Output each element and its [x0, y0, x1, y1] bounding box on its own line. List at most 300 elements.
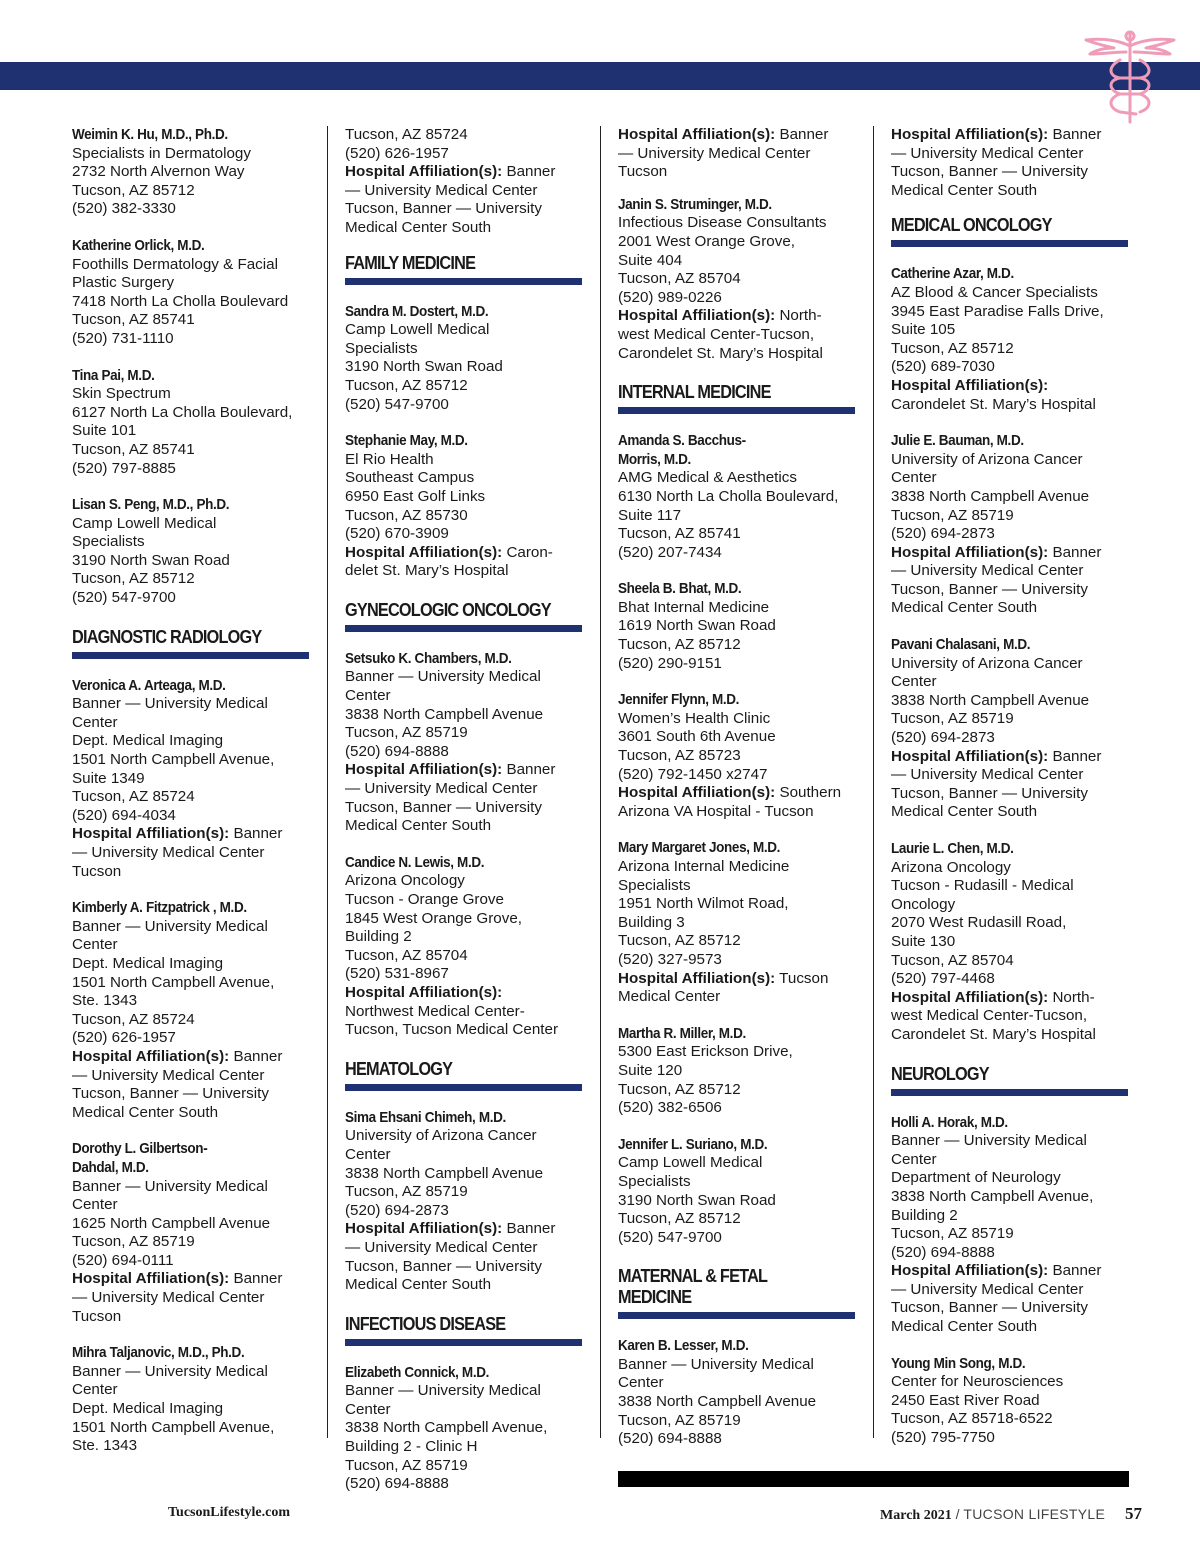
affiliation-text: Banner: [775, 126, 829, 143]
section-heading: [345, 252, 585, 285]
affiliation-line: Tucson, Banner — University: [345, 798, 542, 816]
affiliation-label: Hospital Affiliation(s):: [345, 1220, 503, 1238]
section-title: HEMATOLOGY: [345, 1057, 453, 1079]
listing-line: Suite 404: [618, 251, 683, 269]
affiliation-line: Tucson: [618, 163, 668, 181]
affiliation-text: Banner: [502, 1220, 556, 1238]
section-rule: [72, 652, 309, 659]
section-title: INTERNAL MEDICINE: [618, 381, 771, 403]
listing-line: Center for Neurosciences: [891, 1373, 1064, 1391]
section-title: NEUROLOGY: [891, 1062, 989, 1084]
affiliation-line: Tucson, Banner — University: [891, 580, 1088, 598]
doctor-name: Laurie L. Chen, M.D.: [891, 840, 1014, 857]
footer-folio: [880, 1504, 1142, 1524]
listing-line: 3838 North Campbell Avenue: [891, 487, 1090, 505]
listing-line: Ste. 1343: [72, 1437, 138, 1455]
listing-line: Skin Spectrum: [72, 385, 171, 403]
affiliation-line: — University Medical Center: [72, 1289, 265, 1307]
section-rule: [891, 1089, 1128, 1096]
hospital-affiliation: [891, 377, 1131, 396]
listing-line: Suite 105: [891, 321, 956, 339]
doctor-listing: [618, 580, 858, 673]
doctor-listing: [618, 1337, 858, 1449]
listing-line: Tucson, AZ 85724: [72, 788, 195, 806]
listing-line: (520) 626-1957: [345, 144, 449, 162]
affiliation-line: — University Medical Center: [345, 780, 538, 798]
section-rule: [618, 407, 855, 414]
affiliation-line: Tucson, Tucson Medical Center: [345, 1021, 559, 1039]
affiliation-label: Hospital Affiliation(s):: [618, 784, 776, 802]
affiliation-line: — University Medical Center: [345, 1238, 538, 1256]
listing-line: Dept. Medical Imaging: [72, 1400, 224, 1418]
column-divider: [873, 126, 874, 1438]
affiliation-label: Hospital Affiliation(s):: [891, 988, 1049, 1006]
affiliation-line: Northwest Medical Center-: [345, 1002, 525, 1020]
listing-line: Tucson, AZ 85712: [618, 636, 741, 654]
listing-line: Center: [345, 1145, 391, 1163]
listing-line: Banner — University Medical: [345, 668, 541, 686]
section-rule: [345, 1084, 582, 1091]
listing-line: Banner — University Medical: [345, 1382, 541, 1400]
listing-line: Tucson, AZ 85712: [891, 339, 1014, 357]
listing-line: Department of Neurology: [891, 1169, 1061, 1187]
listing-line: (520) 731-1110: [72, 329, 174, 347]
listing-line: (520) 795-7750: [891, 1429, 995, 1447]
section-rule: [891, 240, 1128, 247]
listing-line: 5300 East Erickson Drive,: [618, 1043, 793, 1061]
listing-line: Tucson, AZ 85718-6522: [891, 1410, 1053, 1428]
hospital-affiliation: [345, 544, 585, 563]
section-heading: [618, 1265, 858, 1319]
listing-line: 3838 North Campbell Avenue,: [891, 1187, 1094, 1205]
listing-line: (520) 694-0111: [72, 1251, 174, 1269]
affiliation-label: Hospital Affiliation(s):: [891, 1262, 1049, 1280]
doctor-listing: [891, 636, 1131, 822]
doctor-listing: [618, 196, 858, 363]
listing-line: Suite 120: [618, 1061, 683, 1079]
doctor-listing: [72, 899, 312, 1122]
listing-line: Banner — University Medical: [72, 917, 268, 935]
listing-line: Banner — University Medical: [891, 1132, 1087, 1150]
doctor-name: Martha R. Miller, M.D.: [618, 1024, 746, 1042]
affiliation-line: Medical Center South: [345, 1276, 492, 1294]
affiliation-line: Carondelet St. Mary’s Hospital: [618, 344, 823, 362]
listing-line: Southeast Campus: [345, 469, 475, 487]
caduceus-icon: [1080, 28, 1180, 126]
listing-line: Center: [891, 469, 937, 487]
listing-line: (520) 694-8888: [618, 1430, 722, 1448]
listing-line: Oncology: [891, 895, 956, 913]
listing-line: Tucson, AZ 85719: [891, 506, 1014, 524]
section-rule: [345, 1339, 582, 1346]
section-rule: [345, 278, 582, 285]
doctor-listing: [891, 126, 1131, 200]
affiliation-text: Banner: [1048, 1262, 1102, 1280]
listing-line: Dept. Medical Imaging: [72, 732, 224, 750]
doctor-name: Young Min Song, M.D.: [891, 1354, 1026, 1372]
section-heading: [891, 1063, 1131, 1096]
hospital-affiliation: [618, 307, 858, 326]
affiliation-text: Caron-: [502, 543, 553, 561]
doctor-listing: [618, 1136, 858, 1248]
listing-line: Tucson, AZ 85712: [618, 1080, 741, 1098]
affiliation-line: Tucson, Banner — University: [891, 163, 1088, 181]
affiliation-label: Hospital Affiliation(s):: [345, 543, 503, 561]
listing-line: Tucson, AZ 85730: [345, 506, 468, 524]
listing-line: 1501 North Campbell Avenue,: [72, 751, 275, 769]
affiliation-line: Tucson, Banner — University: [891, 1299, 1088, 1317]
doctor-listing: [345, 854, 585, 1040]
listing-line: Tucson, AZ 85704: [345, 946, 468, 964]
listing-line: Suite 101: [72, 422, 137, 440]
doctor-listing: [345, 650, 585, 836]
affiliation-label: Hospital Affiliation(s):: [345, 983, 503, 1001]
section-heading: [891, 214, 1131, 247]
footer-bar: [618, 1471, 1129, 1487]
affiliation-line: Tucson, Banner — University: [891, 784, 1088, 802]
column-2: [345, 126, 585, 1512]
section-rule: [345, 625, 582, 632]
listing-line: (520) 694-8888: [891, 1243, 995, 1261]
affiliation-line: — University Medical Center: [891, 144, 1084, 162]
listing-line: Tucson, AZ 85719: [72, 1233, 195, 1251]
affiliation-label: Hospital Affiliation(s):: [72, 1270, 230, 1288]
affiliation-line: Medical Center South: [891, 181, 1038, 199]
hospital-affiliation: [345, 1220, 585, 1239]
listing-line: Specialists: [72, 533, 145, 551]
listing-line: (520) 531-8967: [345, 965, 449, 983]
listing-line: Tucson, AZ 85719: [345, 1456, 468, 1474]
listing-line: Tucson, AZ 85712: [618, 932, 741, 950]
listing-line: 3838 North Campbell Avenue,: [345, 1419, 548, 1437]
section-rule: [618, 1312, 855, 1319]
doctor-name: Karen B. Lesser, M.D.: [618, 1337, 749, 1355]
doctor-listing: [345, 303, 585, 415]
doctor-listing: [618, 691, 858, 821]
section-title: MEDICAL ONCOLOGY: [891, 214, 1052, 236]
listing-line: 3838 North Campbell Avenue: [891, 691, 1090, 709]
listing-line: Camp Lowell Medical: [345, 321, 490, 339]
affiliation-line: — University Medical Center: [345, 181, 538, 199]
doctor-name: Tina Pai, M.D.: [72, 366, 155, 384]
listing-line: Arizona Oncology: [345, 872, 465, 890]
listing-line: AZ Blood & Cancer Specialists: [891, 283, 1098, 301]
hospital-affiliation: [72, 1270, 312, 1289]
doctor-name: Sandra M. Dostert, M.D.: [345, 302, 489, 320]
doctor-listing: [72, 367, 312, 479]
doctor-name: Morris, M.D.: [618, 450, 691, 468]
listing-line: 1619 North Swan Road: [618, 617, 776, 635]
affiliation-line: Medical Center South: [891, 803, 1038, 821]
doctor-listing: [891, 1114, 1131, 1337]
footer-separator: /: [955, 1506, 960, 1522]
hospital-affiliation: [618, 784, 858, 803]
listing-line: University of Arizona Cancer: [891, 450, 1083, 468]
doctor-name: Pavani Chalasani, M.D.: [891, 636, 1031, 654]
listing-line: University of Arizona Cancer: [345, 1127, 537, 1145]
listing-line: Center: [618, 1374, 664, 1392]
doctor-name: Dorothy L. Gilbertson-: [72, 1140, 208, 1158]
doctor-name: Elizabeth Connick, M.D.: [345, 1363, 489, 1381]
listing-line: (520) 694-2873: [891, 729, 995, 747]
doctor-name: Kimberly A. Fitzpatrick , M.D.: [72, 899, 247, 917]
affiliation-line: west Medical Center-Tucson,: [891, 1007, 1088, 1025]
doctor-listing: [345, 432, 585, 581]
doctor-name: Jennifer L. Suriano, M.D.: [618, 1135, 768, 1153]
affiliation-label: Hospital Affiliation(s):: [891, 126, 1049, 143]
doctor-name: Catherine Azar, M.D.: [891, 265, 1014, 283]
doctor-name: Lisan S. Peng, M.D., Ph.D.: [72, 496, 230, 514]
doctor-listing: [72, 237, 312, 349]
listing-line: (520) 694-8888: [345, 1475, 449, 1493]
listing-line: Specialists in Dermatology: [72, 144, 251, 162]
listing-line: (520) 694-2873: [891, 525, 995, 543]
listing-line: El Rio Health: [345, 450, 434, 468]
listing-line: (520) 382-3330: [72, 200, 176, 218]
doctor-listing: [345, 126, 585, 238]
listing-line: (520) 694-2873: [345, 1201, 449, 1219]
affiliation-text: Southern: [775, 784, 842, 802]
footer-date: March 2021: [880, 1508, 952, 1523]
listing-line: Tucson, AZ 85741: [72, 311, 195, 329]
doctor-name: Veronica A. Arteaga, M.D.: [72, 676, 226, 694]
affiliation-label: Hospital Affiliation(s):: [891, 747, 1049, 765]
listing-line: Plastic Surgery: [72, 274, 175, 292]
affiliation-text: Tucson: [775, 969, 829, 987]
hospital-affiliation: [72, 825, 312, 844]
column-divider: [600, 126, 601, 1438]
section-title: GYNECOLOGIC ONCOLOGY: [345, 598, 551, 620]
listing-line: 2001 West Orange Grove,: [618, 232, 795, 250]
listing-line: Tucson, AZ 85723: [618, 747, 741, 765]
listing-line: Center: [345, 1400, 391, 1418]
doctor-listing: [72, 677, 312, 882]
listing-line: Tucson, AZ 85712: [345, 376, 468, 394]
doctor-name: Sima Ehsani Chimeh, M.D.: [345, 1108, 506, 1126]
listing-line: 1845 West Orange Grove,: [345, 909, 522, 927]
doctor-listing: [891, 840, 1131, 1045]
listing-line: Camp Lowell Medical: [72, 514, 217, 532]
listing-line: 1951 North Wilmot Road,: [618, 895, 789, 913]
listing-line: (520) 626-1957: [72, 1029, 176, 1047]
section-heading: [345, 1058, 585, 1091]
listing-line: 6950 East Golf Links: [345, 487, 486, 505]
listing-line: AMG Medical & Aesthetics: [618, 469, 797, 487]
affiliation-label: Hospital Affiliation(s):: [345, 761, 503, 779]
hospital-affiliation: [891, 748, 1131, 767]
doctor-name: Amanda S. Bacchus-: [618, 432, 746, 450]
listing-line: Specialists: [345, 339, 418, 357]
listing-line: Banner — University Medical: [72, 695, 268, 713]
affiliation-line: Tucson: [72, 862, 122, 880]
listing-line: (520) 547-9700: [345, 395, 449, 413]
doctor-listing: [618, 1025, 858, 1118]
affiliation-line: — University Medical Center: [891, 562, 1084, 580]
column-1: [72, 126, 312, 1474]
listing-line: Tucson, AZ 85719: [345, 1183, 468, 1201]
affiliation-line: Carondelet St. Mary’s Hospital: [891, 1025, 1096, 1043]
affiliation-line: Arizona VA Hospital - Tucson: [618, 802, 814, 820]
affiliation-label: Hospital Affiliation(s):: [618, 969, 776, 987]
doctor-listing: [345, 1364, 585, 1494]
listing-line: (520) 382-6506: [618, 1099, 722, 1117]
affiliation-line: Tucson, Banner — University: [345, 1257, 542, 1275]
listing-line: Suite 130: [891, 932, 956, 950]
listing-line: (520) 792-1450 x2747: [618, 765, 768, 783]
listing-line: (520) 290-9151: [618, 654, 722, 672]
listing-line: Tucson - Rudasill - Medical: [891, 877, 1074, 895]
affiliation-text: Banner: [502, 761, 556, 779]
hospital-affiliation: [345, 163, 585, 182]
listing-line: (520) 694-8888: [345, 742, 449, 760]
affiliation-label: Hospital Affiliation(s):: [891, 543, 1049, 561]
listing-line: 3838 North Campbell Avenue: [345, 1164, 544, 1182]
section-heading: [345, 599, 585, 632]
hospital-affiliation: [618, 970, 858, 989]
affiliation-text: Banner: [229, 1047, 283, 1065]
affiliation-line: west Medical Center-Tucson,: [618, 325, 815, 343]
doctor-listing: [72, 126, 312, 219]
listing-line: Tucson, AZ 85719: [891, 710, 1014, 728]
doctor-name: Holli A. Horak, M.D.: [891, 1113, 1008, 1131]
listing-line: 3945 East Paradise Falls Drive,: [891, 302, 1104, 320]
listing-line: Specialists: [618, 1172, 691, 1190]
listing-line: 1501 North Campbell Avenue,: [72, 973, 275, 991]
affiliation-line: Tucson: [72, 1307, 122, 1325]
listing-line: 1501 North Campbell Avenue,: [72, 1418, 275, 1436]
affiliation-text: Banner: [1048, 747, 1102, 765]
doctor-name: Weimin K. Hu, M.D., Ph.D.: [72, 126, 228, 143]
listing-line: 1625 North Campbell Avenue: [72, 1214, 271, 1232]
affiliation-label: Hospital Affiliation(s):: [72, 1047, 230, 1065]
affiliation-line: Carondelet St. Mary’s Hospital: [891, 395, 1096, 413]
listing-line: Bhat Internal Medicine: [618, 598, 770, 616]
doctor-name: Mihra Taljanovic, M.D., Ph.D.: [72, 1344, 245, 1362]
affiliation-line: Medical Center South: [345, 817, 492, 835]
listing-line: University of Arizona Cancer: [891, 654, 1083, 672]
listing-line: 6130 North La Cholla Boulevard,: [618, 487, 839, 505]
affiliation-line: Medical Center South: [72, 1103, 219, 1121]
listing-line: Tucson, AZ 85704: [891, 951, 1014, 969]
listing-line: (520) 694-4034: [72, 806, 176, 824]
footer-website: TucsonLifestyle.com: [168, 1505, 290, 1520]
listing-line: Banner — University Medical: [72, 1177, 268, 1195]
doctor-listing: [72, 496, 312, 608]
listing-line: 3838 North Campbell Avenue: [618, 1393, 817, 1411]
listing-line: Banner — University Medical: [72, 1362, 268, 1380]
listing-line: Center: [72, 713, 118, 731]
listing-line: Building 2: [891, 1206, 958, 1224]
affiliation-text: Banner: [229, 1270, 283, 1288]
listing-line: 3190 North Swan Road: [72, 551, 230, 569]
listing-line: (520) 547-9700: [72, 589, 176, 607]
listing-line: 3190 North Swan Road: [618, 1191, 776, 1209]
affiliation-text: Banner: [502, 163, 556, 181]
doctor-name: Stephanie May, M.D.: [345, 432, 468, 450]
doctor-name: Katherine Orlick, M.D.: [72, 236, 205, 254]
listing-line: Center: [891, 673, 937, 691]
listing-line: Tucson, AZ 85719: [891, 1225, 1014, 1243]
listing-line: Tucson, AZ 85741: [618, 525, 741, 543]
column-3: [618, 126, 858, 1467]
listing-line: Tucson, AZ 85741: [72, 440, 195, 458]
doctor-name: Sheela B. Bhat, M.D.: [618, 580, 742, 598]
listing-line: Tucson, AZ 85704: [618, 270, 741, 288]
affiliation-line: — University Medical Center: [891, 1280, 1084, 1298]
section-heading: [345, 1313, 585, 1346]
affiliation-text: North-: [775, 307, 822, 325]
affiliation-label: Hospital Affiliation(s):: [72, 825, 230, 843]
affiliation-line: — University Medical Center: [618, 144, 811, 162]
hospital-affiliation: [891, 544, 1131, 563]
listing-line: Center: [72, 1381, 118, 1399]
doctor-listing: [618, 839, 858, 1006]
listing-line: (520) 207-7434: [618, 543, 722, 561]
listing-line: Tucson, AZ 85724: [72, 1010, 195, 1028]
section-title: DIAGNOSTIC RADIOLOGY: [72, 625, 262, 647]
affiliation-line: — University Medical Center: [891, 766, 1084, 784]
section-title: INFECTIOUS DISEASE: [345, 1312, 506, 1334]
listing-line: Center: [345, 687, 391, 705]
affiliation-text: Banner: [1048, 543, 1102, 561]
affiliation-label: Hospital Affiliation(s):: [618, 307, 776, 325]
affiliation-line: delet St. Mary’s Hospital: [345, 562, 509, 580]
affiliation-line: Tucson, Banner — University: [72, 1085, 269, 1103]
listing-line: Tucson, AZ 85719: [618, 1411, 741, 1429]
affiliation-label: Hospital Affiliation(s):: [618, 126, 776, 143]
doctor-listing: [618, 126, 858, 182]
doctor-name: Dahdal, M.D.: [72, 1158, 149, 1176]
listing-line: Center: [72, 936, 118, 954]
doctor-name: Janin S. Struminger, M.D.: [618, 195, 772, 213]
affiliation-line: Medical Center South: [891, 1318, 1038, 1336]
listing-line: (520) 547-9700: [618, 1228, 722, 1246]
affiliation-line: Medical Center South: [345, 218, 492, 236]
listing-line: (520) 989-0226: [618, 288, 722, 306]
header-bar: [0, 62, 1200, 90]
listing-line: Building 3: [618, 913, 685, 931]
section-title: FAMILY MEDICINE: [345, 251, 476, 273]
listing-line: Arizona Internal Medicine: [618, 858, 790, 875]
affiliation-line: Tucson, Banner — University: [345, 200, 542, 218]
listing-line: 6127 North La Cholla Boulevard,: [72, 403, 293, 421]
listing-line: Center: [72, 1196, 118, 1214]
listing-line: Camp Lowell Medical: [618, 1154, 763, 1172]
hospital-affiliation: [891, 989, 1131, 1008]
listing-line: 2732 North Alvernon Way: [72, 163, 245, 181]
listing-line: 3601 South 6th Avenue: [618, 728, 776, 746]
affiliation-line: — University Medical Center: [72, 1066, 265, 1084]
listing-line: Suite 117: [618, 506, 682, 524]
section-title: MATERNAL & FETAL: [618, 1265, 768, 1287]
listing-line: Center: [891, 1150, 937, 1168]
doctor-listing: [891, 432, 1131, 618]
listing-line: Building 2: [345, 928, 412, 946]
section-heading: [618, 381, 858, 414]
listing-line: (520) 670-3909: [345, 525, 449, 543]
listing-line: Arizona Oncology: [891, 858, 1011, 876]
hospital-affiliation: [891, 126, 1131, 145]
doctor-name: Julie E. Bauman, M.D.: [891, 432, 1024, 450]
hospital-affiliation: [618, 126, 858, 145]
listing-line: Banner — University Medical: [618, 1355, 814, 1373]
listing-line: Ste. 1343: [72, 992, 138, 1010]
listing-line: (520) 689-7030: [891, 358, 995, 376]
listing-line: Specialists: [618, 876, 691, 894]
hospital-affiliation: [345, 761, 585, 780]
listing-line: 2070 West Rudasill Road,: [891, 914, 1067, 932]
listing-line: Tucson, AZ 85712: [618, 1210, 741, 1228]
